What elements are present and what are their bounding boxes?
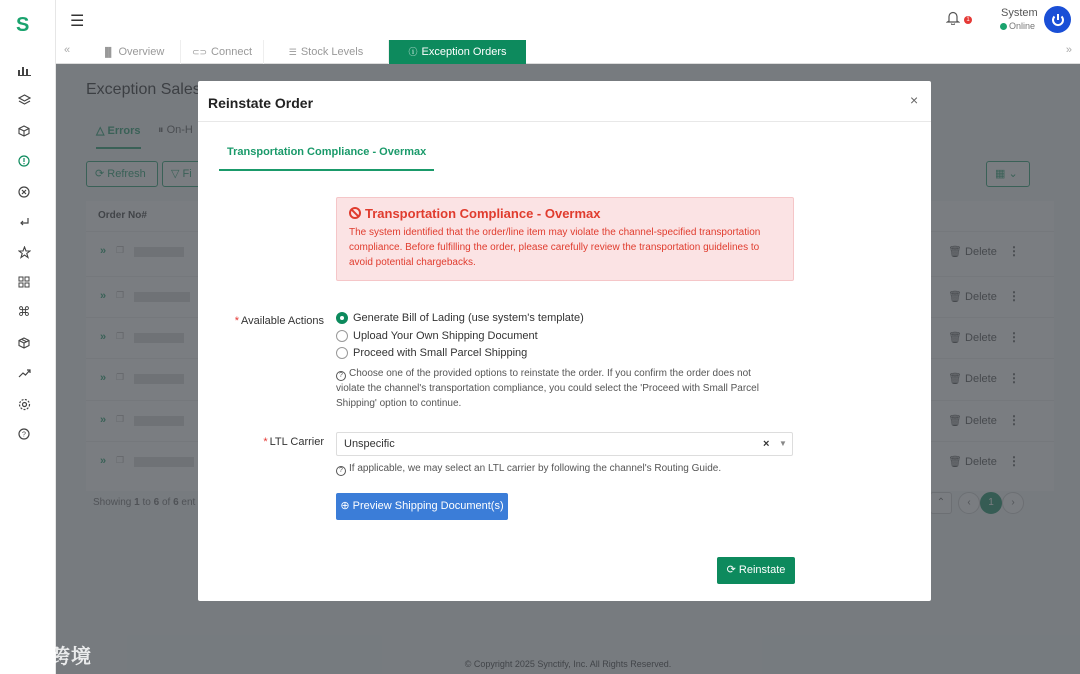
ltl-carrier-label: [228, 436, 324, 448]
tabs-scroll-right-icon[interactable]: »: [1065, 44, 1072, 56]
option-label: Upload Your Own Shipping Document: [353, 330, 538, 342]
menu-icon[interactable]: ☰: [70, 13, 85, 30]
alert-body: The system identified that the order/line item may violate the channel-specified transportation compliance. Before fulfilling the order, please carefully review the transportation guidelines to avoid potential chargebacks.: [349, 227, 761, 268]
link-icon: ⊂⊃: [191, 47, 208, 57]
reinstate-order-modal: [198, 81, 931, 601]
trending-up-icon[interactable]: [14, 363, 34, 383]
actions-help: [336, 366, 776, 411]
svg-text:?: ?: [22, 431, 26, 439]
ltl-carrier-text: LTL Carrier: [269, 436, 324, 448]
radio-checked-icon[interactable]: [336, 312, 348, 324]
alert-title: [349, 206, 781, 221]
avatar[interactable]: [1044, 6, 1071, 33]
actions-help-text: Choose one of the provided options to reinstate the order. If you confirm the order does not violate the channel's transportation compliance, you could select the 'Proceed with Small Parcel Shipping' option to continue.: [336, 368, 759, 409]
online-dot-icon: [1000, 23, 1007, 30]
tab-bar: [56, 40, 1080, 64]
user-name: System: [1001, 7, 1038, 19]
option-label: Generate Bill of Lading (use system's template): [353, 312, 584, 324]
compliance-alert: [336, 197, 794, 281]
close-icon[interactable]: ×: [910, 92, 919, 108]
question-icon: ?: [336, 371, 346, 381]
user-status: [1000, 21, 1035, 31]
alert-circle-icon[interactable]: [14, 151, 34, 171]
clear-icon[interactable]: ×: [763, 438, 770, 450]
alert-icon: ⓘ: [408, 47, 418, 57]
logo[interactable]: S: [16, 14, 30, 36]
tab-exception-orders-label: Exception Orders: [421, 46, 507, 58]
modal-title: Reinstate Order: [208, 95, 314, 111]
star-icon[interactable]: [14, 242, 34, 262]
sidebar: [0, 0, 56, 674]
tabs-scroll-left-icon[interactable]: «: [64, 44, 71, 56]
required-marker: *: [234, 315, 240, 327]
refresh-icon: ⟳: [726, 564, 736, 576]
radio-icon[interactable]: [336, 347, 348, 359]
preview-shipping-documents-button[interactable]: [336, 493, 508, 520]
command-icon[interactable]: ⌘: [17, 304, 31, 319]
help-circle-icon[interactable]: [14, 424, 34, 444]
layers-icon[interactable]: [14, 90, 34, 110]
option-small-parcel[interactable]: [336, 347, 527, 359]
reinstate-label: Reinstate: [738, 564, 786, 576]
required-marker: *: [263, 436, 268, 448]
bell-icon[interactable]: [946, 10, 960, 29]
tab-stock-levels[interactable]: [264, 40, 389, 64]
cube-icon[interactable]: [14, 121, 34, 141]
ban-icon: [349, 207, 361, 219]
ltl-carrier-select[interactable]: [336, 432, 793, 456]
carrier-help-text: If applicable, we may select an LTL carrier by following the channel's Routing Guide.: [349, 463, 722, 474]
reinstate-button[interactable]: [717, 557, 795, 584]
available-actions-label: [228, 315, 324, 327]
tab-exception-orders[interactable]: [389, 40, 526, 64]
tab-overview-label: Overview: [118, 46, 165, 58]
top-bar: [56, 0, 1080, 40]
tab-connect[interactable]: [181, 40, 264, 64]
user-status-label: Online: [1009, 21, 1036, 31]
alert-title-text: Transportation Compliance - Overmax: [365, 206, 601, 221]
search-icon: ⊕: [340, 500, 350, 512]
return-icon[interactable]: [14, 212, 34, 232]
question-icon: ?: [336, 466, 346, 476]
tab-connect-label: Connect: [211, 46, 253, 58]
tab-overview[interactable]: [86, 40, 181, 64]
option-generate-bol[interactable]: [336, 312, 584, 324]
option-label: Proceed with Small Parcel Shipping: [353, 347, 528, 359]
box-icon[interactable]: [14, 333, 34, 353]
ltl-carrier-value: Unspecific: [344, 438, 395, 450]
bar-chart-icon[interactable]: [14, 60, 34, 80]
watermark: 大数跨境: [8, 646, 92, 668]
chart-icon: ▐▌: [101, 47, 115, 57]
preview-label: Preview Shipping Document(s): [352, 500, 504, 512]
tab-transportation-compliance[interactable]: Transportation Compliance - Overmax: [219, 141, 434, 171]
list-icon: ☰: [288, 47, 297, 57]
caret-down-icon[interactable]: ▼: [779, 439, 787, 448]
settings-icon[interactable]: [14, 394, 34, 414]
option-upload-document[interactable]: [336, 330, 538, 342]
x-circle-icon[interactable]: [14, 182, 34, 202]
notification-badge: 1: [964, 16, 972, 24]
radio-icon[interactable]: [336, 330, 348, 342]
available-actions-text: Available Actions: [241, 315, 324, 327]
tab-stock-levels-label: Stock Levels: [300, 46, 364, 58]
carrier-help: [336, 461, 786, 476]
grid-icon[interactable]: [14, 272, 34, 292]
divider: [198, 121, 931, 122]
